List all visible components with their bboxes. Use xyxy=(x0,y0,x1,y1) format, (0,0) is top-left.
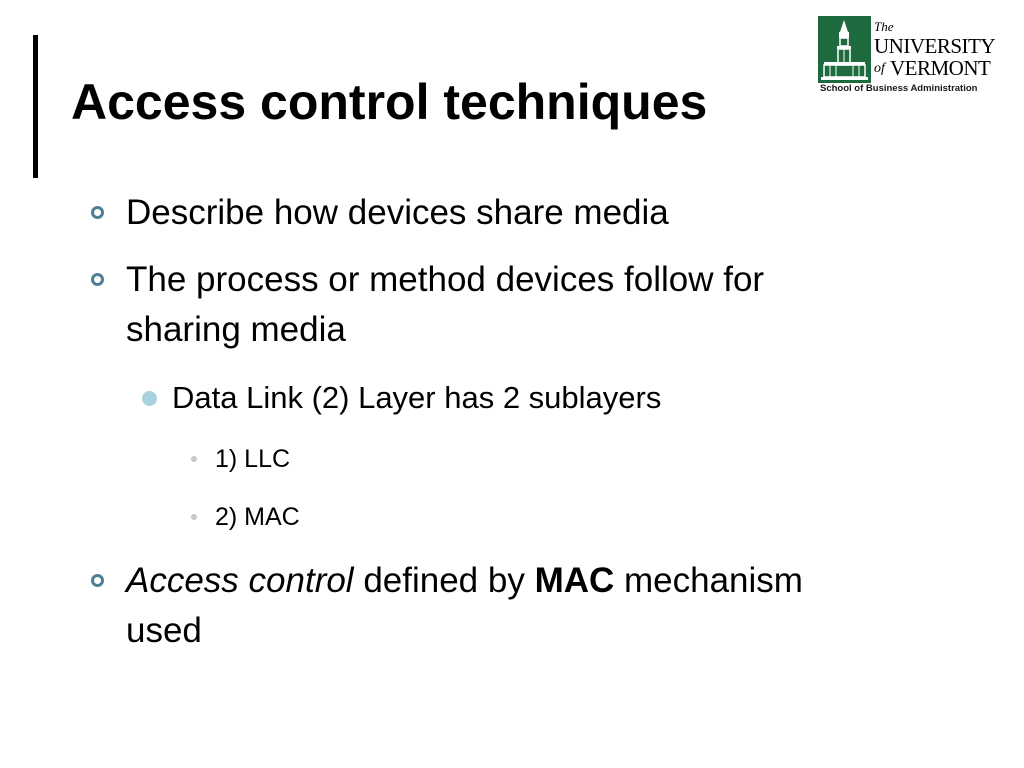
logo-the-text: The xyxy=(874,19,894,34)
level1-bullet-icon xyxy=(91,574,104,587)
bullet-item-3-text: defined by xyxy=(353,561,535,600)
slide-title: Access control techniques xyxy=(71,74,708,130)
bullet-item-3-line-2: used xyxy=(126,611,202,650)
access-control-term: Access control xyxy=(126,561,354,600)
bullet-item-3-line-1 xyxy=(126,556,803,606)
bullet-item-3-text-end: mechanism xyxy=(614,561,803,600)
level3-bullet-icon xyxy=(191,456,197,462)
level3-bullet-icon xyxy=(191,514,197,520)
logo-school-text: School of Business Administration xyxy=(820,83,978,94)
bullet-item-1: Describe how devices share media xyxy=(126,193,669,232)
sub-sub-bullet-item-2: 2) MAC xyxy=(215,503,300,531)
bullet-item-2-line-2: sharing media xyxy=(126,310,346,349)
level1-bullet-icon xyxy=(91,273,104,286)
bullet-item-2-line-1: The process or method devices follow for xyxy=(126,260,765,299)
sub-bullet-item: Data Link (2) Layer has 2 sublayers xyxy=(172,380,662,415)
logo-university-text: UNIVERSITY xyxy=(874,34,995,58)
logo-vermont-text: VERMONT xyxy=(890,56,991,80)
mac-term: MAC xyxy=(534,561,615,600)
level2-bullet-icon xyxy=(142,391,157,406)
level1-bullet-icon xyxy=(91,206,104,219)
logo-of-text: of xyxy=(874,61,885,76)
sub-sub-bullet-item-1: 1) LLC xyxy=(215,445,291,473)
